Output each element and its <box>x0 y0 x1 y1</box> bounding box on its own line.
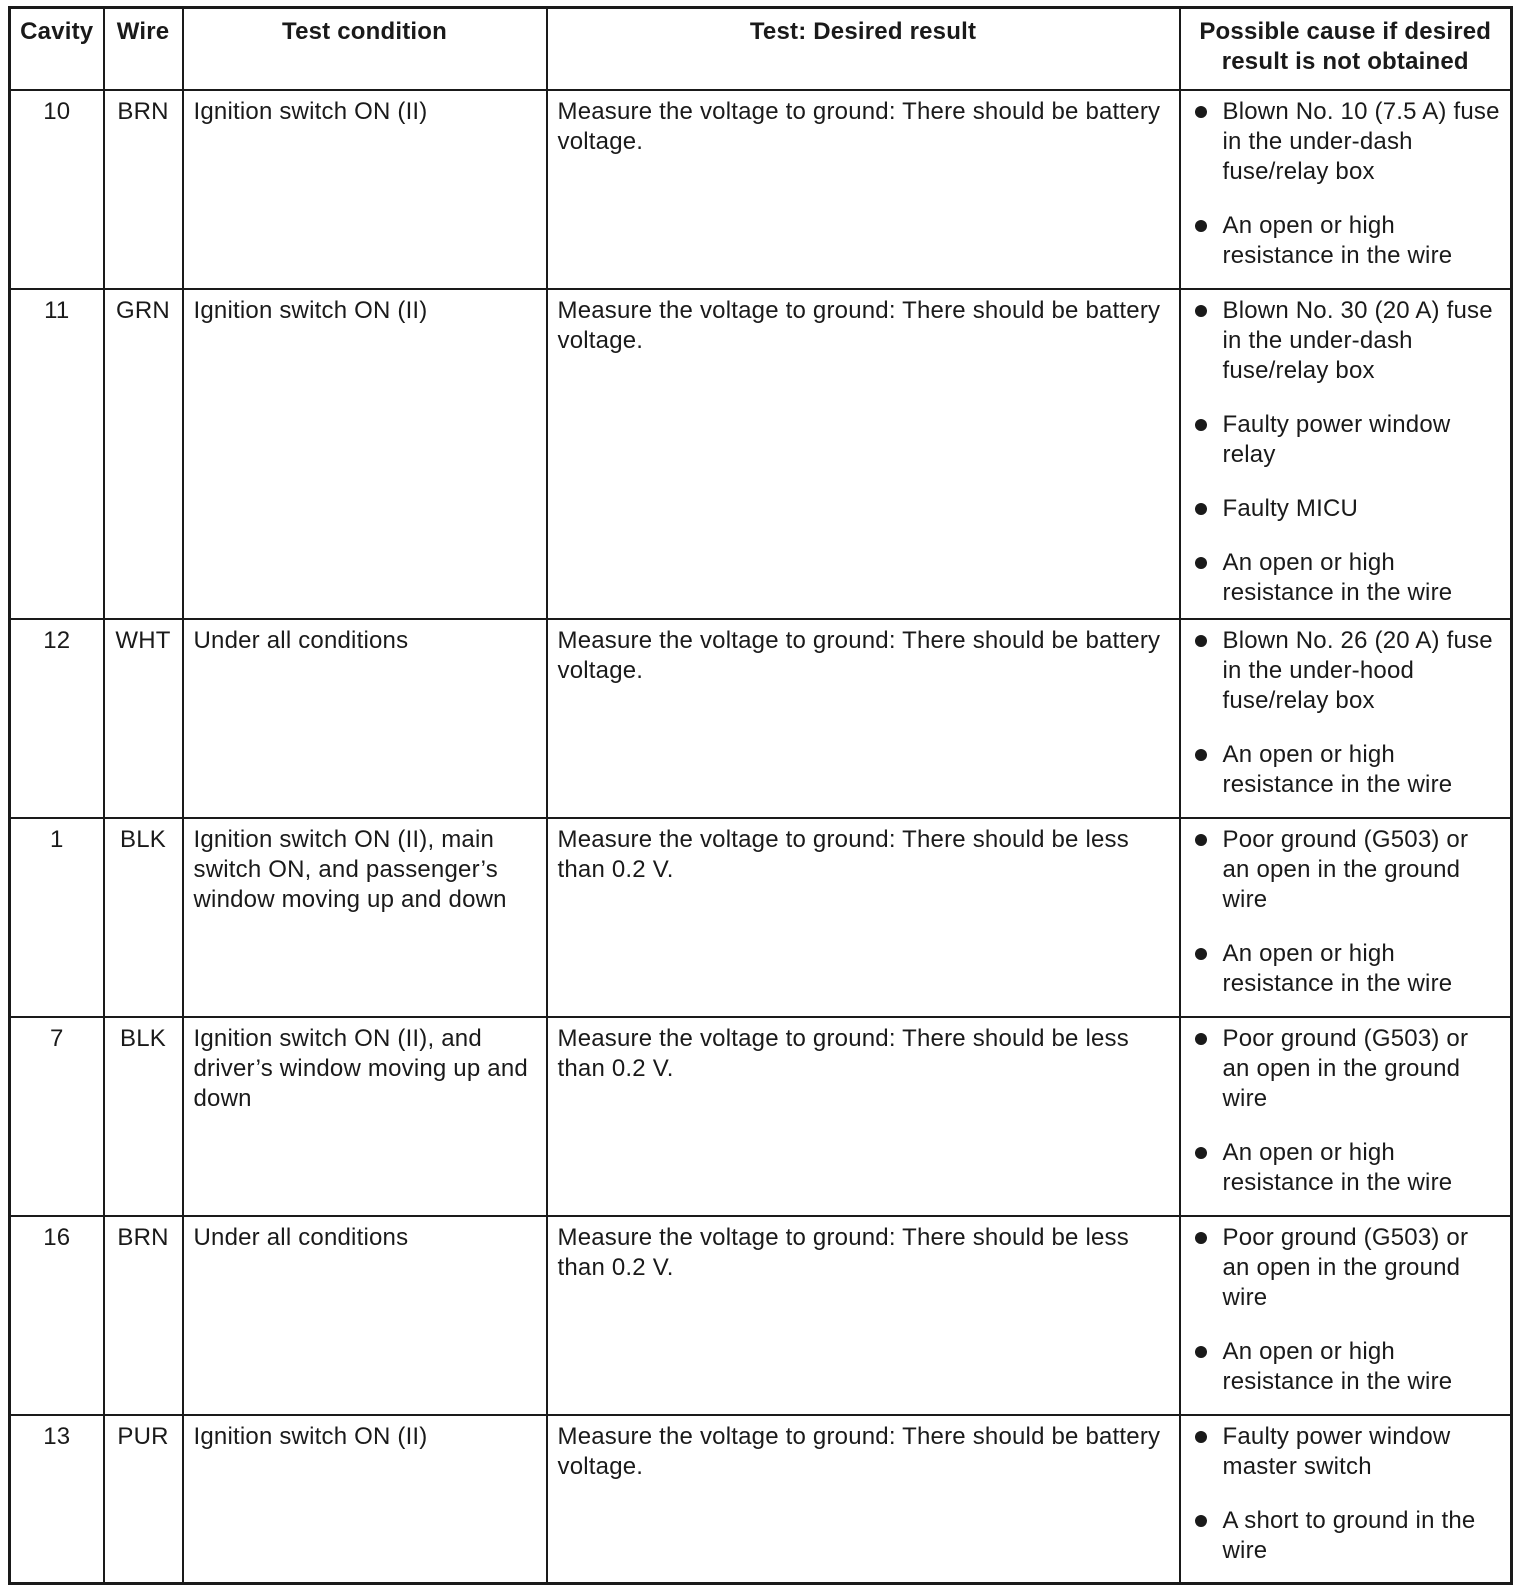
cavity-cell: 16 <box>10 1216 104 1415</box>
test-condition-cell: Ignition switch ON (II) <box>183 90 547 289</box>
cause-item <box>1191 1024 1501 1114</box>
header-wire: Wire <box>104 8 183 91</box>
cavity-cell: 10 <box>10 90 104 289</box>
test-condition-cell: Under all conditions <box>183 619 547 818</box>
wire-cell: PUR <box>104 1415 183 1583</box>
wire-cell: BRN <box>104 90 183 289</box>
test-condition-cell: Ignition switch ON (II) <box>183 1415 547 1583</box>
bullet-icon <box>1195 635 1207 647</box>
table-header <box>10 8 1512 91</box>
cause-text: Faulty power window relay <box>1222 411 1451 468</box>
wire-cell: WHT <box>104 619 183 818</box>
header-desired-result: Test: Desired result <box>547 8 1180 91</box>
cause-item <box>1191 410 1501 470</box>
bullet-icon <box>1195 1147 1207 1159</box>
header-test-condition: Test condition <box>183 8 547 91</box>
cause-list <box>1191 1223 1501 1397</box>
table-body <box>10 90 1512 1583</box>
cause-item <box>1191 548 1501 608</box>
cause-text: Poor ground (G503) or an open in the ground wire <box>1222 1224 1469 1311</box>
cause-item <box>1191 211 1501 271</box>
cavity-cell: 11 <box>10 289 104 619</box>
cause-list <box>1191 1422 1501 1566</box>
cavity-cell: 13 <box>10 1415 104 1583</box>
table-row <box>10 1216 1512 1415</box>
possible-cause-cell <box>1180 1216 1512 1415</box>
cause-list <box>1191 1024 1501 1198</box>
test-condition-cell: Under all conditions <box>183 1216 547 1415</box>
bullet-icon <box>1195 1346 1207 1358</box>
cause-item <box>1191 1506 1501 1566</box>
cavity-cell: 7 <box>10 1017 104 1216</box>
bullet-icon <box>1195 503 1207 515</box>
cause-item <box>1191 1422 1501 1482</box>
desired-result-cell: Measure the voltage to ground: There should be less than 0.2 V. <box>547 1216 1180 1415</box>
bullet-icon <box>1195 1515 1207 1527</box>
test-condition-cell: Ignition switch ON (II), main switch ON, and passenger’s window moving up and down <box>183 818 547 1017</box>
cause-text: An open or high resistance in the wire <box>1222 940 1453 997</box>
cause-text: Poor ground (G503) or an open in the ground wire <box>1222 1025 1469 1112</box>
desired-result-cell: Measure the voltage to ground: There should be battery voltage. <box>547 289 1180 619</box>
cause-text: An open or high resistance in the wire <box>1222 741 1453 798</box>
diagnostic-table <box>8 6 1513 1585</box>
bullet-icon <box>1195 1033 1207 1045</box>
table-row <box>10 619 1512 818</box>
possible-cause-cell <box>1180 619 1512 818</box>
bullet-icon <box>1195 557 1207 569</box>
possible-cause-cell <box>1180 90 1512 289</box>
table-row <box>10 818 1512 1017</box>
possible-cause-cell <box>1180 289 1512 619</box>
cause-item <box>1191 939 1501 999</box>
cause-item <box>1191 626 1501 716</box>
cause-list <box>1191 626 1501 800</box>
table-row <box>10 90 1512 289</box>
header-row <box>10 8 1512 91</box>
possible-cause-cell <box>1180 1017 1512 1216</box>
cause-item <box>1191 296 1501 386</box>
bullet-icon <box>1195 106 1207 118</box>
wire-cell: BLK <box>104 1017 183 1216</box>
bullet-icon <box>1195 220 1207 232</box>
cause-text: Blown No. 30 (20 A) fuse in the under-dash fuse/relay box <box>1222 297 1493 384</box>
bullet-icon <box>1195 305 1207 317</box>
desired-result-cell: Measure the voltage to ground: There should be less than 0.2 V. <box>547 818 1180 1017</box>
wire-cell: GRN <box>104 289 183 619</box>
cause-item <box>1191 494 1501 524</box>
desired-result-cell: Measure the voltage to ground: There should be battery voltage. <box>547 1415 1180 1583</box>
desired-result-cell: Measure the voltage to ground: There should be less than 0.2 V. <box>547 1017 1180 1216</box>
cause-text: Faulty MICU <box>1222 495 1359 522</box>
wire-cell: BRN <box>104 1216 183 1415</box>
table-row <box>10 1017 1512 1216</box>
bullet-icon <box>1195 749 1207 761</box>
cause-text: An open or high resistance in the wire <box>1222 212 1453 269</box>
cause-text: Blown No. 26 (20 A) fuse in the under-hood fuse/relay box <box>1222 627 1493 714</box>
header-possible-cause: Possible cause if desired result is not obtained <box>1180 8 1512 91</box>
cause-text: Faulty power window master switch <box>1222 1423 1451 1480</box>
cause-item <box>1191 825 1501 915</box>
cause-item <box>1191 1223 1501 1313</box>
cause-list <box>1191 296 1501 608</box>
test-condition-cell: Ignition switch ON (II) <box>183 289 547 619</box>
cause-text: An open or high resistance in the wire <box>1222 549 1453 606</box>
cause-item <box>1191 97 1501 187</box>
cause-text: Blown No. 10 (7.5 A) fuse in the under-dash fuse/relay box <box>1222 98 1500 185</box>
cause-list <box>1191 97 1501 271</box>
bullet-icon <box>1195 1431 1207 1443</box>
cause-item <box>1191 1138 1501 1198</box>
bullet-icon <box>1195 419 1207 431</box>
wire-cell: BLK <box>104 818 183 1017</box>
cause-list <box>1191 825 1501 999</box>
bullet-icon <box>1195 948 1207 960</box>
cavity-cell: 12 <box>10 619 104 818</box>
bullet-icon <box>1195 834 1207 846</box>
cause-item <box>1191 740 1501 800</box>
header-cavity: Cavity <box>10 8 104 91</box>
table-row <box>10 1415 1512 1583</box>
possible-cause-cell <box>1180 1415 1512 1583</box>
cavity-cell: 1 <box>10 818 104 1017</box>
cause-text: An open or high resistance in the wire <box>1222 1139 1453 1196</box>
table-row <box>10 289 1512 619</box>
desired-result-cell: Measure the voltage to ground: There should be battery voltage. <box>547 90 1180 289</box>
desired-result-cell: Measure the voltage to ground: There should be battery voltage. <box>547 619 1180 818</box>
cause-text: An open or high resistance in the wire <box>1222 1338 1453 1395</box>
cause-item <box>1191 1337 1501 1397</box>
possible-cause-cell <box>1180 818 1512 1017</box>
test-condition-cell: Ignition switch ON (II), and driver’s window moving up and down <box>183 1017 547 1216</box>
bullet-icon <box>1195 1232 1207 1244</box>
cause-text: Poor ground (G503) or an open in the ground wire <box>1222 826 1469 913</box>
cause-text: A short to ground in the wire <box>1222 1507 1476 1564</box>
